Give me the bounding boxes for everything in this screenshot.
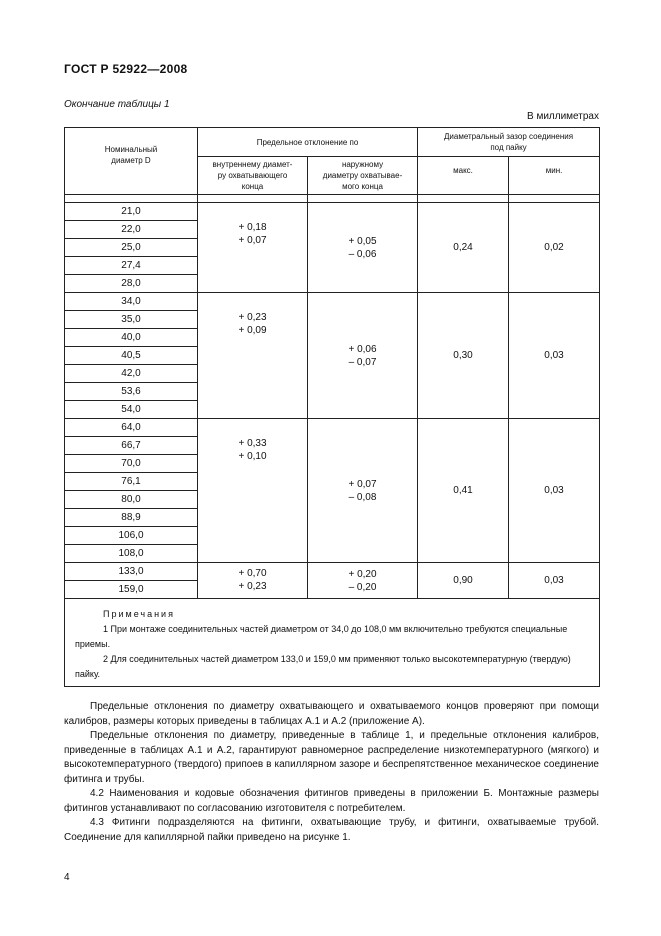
outer-deviation-cell <box>308 203 418 293</box>
inner-deviation-cell-value: + 0,70 <box>238 568 267 579</box>
note-2: 2 Для соединительных частей диаметром 133,0 и 159,0 мм применяют только высокотемпературную (твердую) пайку. <box>75 654 571 679</box>
tolerance-table <box>64 127 600 687</box>
gap-max-cell-value: 0,30 <box>453 350 473 361</box>
diameter-cell: 27,4 <box>65 257 198 275</box>
inner-deviation-cell-value: + 0,09 <box>238 325 267 336</box>
diameter-cell: 22,0 <box>65 221 198 239</box>
header-outer-line2: диаметру охватывае- <box>322 171 403 180</box>
outer-deviation-cell-value: + 0,07 <box>348 478 377 490</box>
outer-deviation-cell-value: – 0,06 <box>348 248 377 260</box>
diameter-cell: 54,0 <box>65 401 198 419</box>
diameter-cell: 28,0 <box>65 275 198 293</box>
outer-deviation-cell-value: + 0,20 <box>348 568 377 580</box>
gap-min-cell <box>509 563 600 599</box>
header-min: мин. <box>509 157 600 195</box>
inner-deviation-cell-value: + 0,23 <box>238 312 267 323</box>
outer-deviation-cell-value: – 0,07 <box>348 356 377 368</box>
inner-deviation-cell <box>198 419 308 563</box>
inner-deviation-cell <box>198 293 308 419</box>
note-1: 1 При монтаже соединительных частей диаметром от 34,0 до 108,0 мм включительно требуются специальные приемы. <box>75 624 568 649</box>
table-row <box>65 563 600 581</box>
paragraph-4: 4.3 Фитинги подразделяются на фитинги, охватывающие трубу, и фитинги, охватываемые трубой. Соединение для капиллярной пайки приведено на рисунке 1. <box>64 817 599 843</box>
table-row <box>65 419 600 437</box>
gap-min-cell-value: 0,03 <box>544 485 564 496</box>
diameter-cell: 66,7 <box>65 437 198 455</box>
diameter-cell: 53,6 <box>65 383 198 401</box>
header-gap-line2: под пайку <box>490 143 527 152</box>
diameter-cell: 80,0 <box>65 491 198 509</box>
header-diameter-line2: диаметр D <box>111 156 151 165</box>
header-inner-line1: внутреннему диамет- <box>212 160 293 169</box>
outer-deviation-cell-value: + 0,05 <box>348 235 377 247</box>
inner-deviation-cell <box>198 203 308 293</box>
diameter-cell: 108,0 <box>65 545 198 563</box>
table-caption: Окончание таблицы 1 <box>64 99 170 110</box>
header-inner-line2: ру охватывающего <box>217 171 288 180</box>
outer-deviation-cell <box>308 293 418 419</box>
header-spacer <box>65 195 600 203</box>
gap-max-cell <box>418 419 509 563</box>
header-outer-line3: мого конца <box>342 182 383 191</box>
body-text <box>64 700 599 845</box>
gap-max-cell-value: 0,90 <box>453 575 473 586</box>
inner-deviation-cell-value: + 0,33 <box>238 438 267 449</box>
diameter-cell: 76,1 <box>65 473 198 491</box>
gap-min-cell-value: 0,03 <box>544 575 564 586</box>
gap-min-cell-value: 0,02 <box>544 242 564 253</box>
gap-max-cell <box>418 563 509 599</box>
table-row <box>65 203 600 221</box>
table-row <box>65 293 600 311</box>
header-inner <box>198 157 308 195</box>
gap-min-cell <box>509 293 600 419</box>
outer-deviation-cell <box>308 419 418 563</box>
header-diameter-line1: Номинальный <box>104 145 158 154</box>
diameter-cell: 133,0 <box>65 563 198 581</box>
inner-deviation-cell-value: + 0,23 <box>238 581 267 592</box>
diameter-cell: 159,0 <box>65 581 198 599</box>
gap-min-cell <box>509 203 600 293</box>
gap-max-cell-value: 0,41 <box>453 485 473 496</box>
header-diameter <box>65 128 198 195</box>
diameter-cell: 70,0 <box>65 455 198 473</box>
header-deviation: Предельное отклонение по <box>198 128 418 157</box>
inner-deviation-cell-value: + 0,07 <box>238 235 267 246</box>
page-number: 4 <box>64 872 70 883</box>
header-gap <box>418 128 600 157</box>
diameter-cell: 106,0 <box>65 527 198 545</box>
diameter-cell: 40,5 <box>65 347 198 365</box>
header-outer <box>308 157 418 195</box>
paragraph-1: Предельные отклонения по диаметру охватывающего и охватываемого концов проверяют при помощи калибров, размеры которых приведены в таблицах А.1 и А.2 (приложение А). <box>64 701 599 727</box>
diameter-cell: 42,0 <box>65 365 198 383</box>
notes-title: Примечания <box>103 609 175 619</box>
gap-max-cell-value: 0,24 <box>453 242 473 253</box>
inner-deviation-cell-value: + 0,18 <box>238 222 267 233</box>
diameter-cell: 88,9 <box>65 509 198 527</box>
paragraph-2: Предельные отклонения по диаметру, приведенные в таблице 1, и предельные отклонения калибров, приведенные в таблицах А.1 и А.2, гарантируют равномерное распределение низкотемпературного (мягкого) и высокотемпературного (твердого) припоев в капиллярном зазоре и беспрепятственное механическое соединение фитинга и трубы. <box>64 730 599 785</box>
paragraph-3: 4.2 Наименования и кодовые обозначения фитингов приведены в приложении Б. Монтажные размеры фитингов устанавливают по согласованию изготовителя с потребителем. <box>64 788 599 814</box>
diameter-cell: 35,0 <box>65 311 198 329</box>
diameter-cell: 25,0 <box>65 239 198 257</box>
diameter-cell: 64,0 <box>65 419 198 437</box>
header-inner-line3: конца <box>241 182 264 191</box>
gap-max-cell <box>418 203 509 293</box>
header-outer-line1: наружному <box>341 160 384 169</box>
units-label: В миллиметрах <box>527 111 599 122</box>
table-notes <box>65 599 600 687</box>
header-max: макс. <box>418 157 509 195</box>
gap-min-cell <box>509 419 600 563</box>
outer-deviation-cell-value: – 0,08 <box>348 491 377 503</box>
header-gap-line1: Диаметральный зазор соединения <box>444 132 574 141</box>
diameter-cell: 34,0 <box>65 293 198 311</box>
gap-max-cell <box>418 293 509 419</box>
diameter-cell: 21,0 <box>65 203 198 221</box>
inner-deviation-cell-value: + 0,10 <box>238 451 267 462</box>
gap-min-cell-value: 0,03 <box>544 350 564 361</box>
document-header: ГОСТ Р 52922—2008 <box>64 62 188 76</box>
outer-deviation-cell-value: – 0,20 <box>348 581 377 593</box>
outer-deviation-cell-value: + 0,06 <box>348 343 377 355</box>
inner-deviation-cell <box>198 563 308 599</box>
diameter-cell: 40,0 <box>65 329 198 347</box>
outer-deviation-cell <box>308 563 418 599</box>
